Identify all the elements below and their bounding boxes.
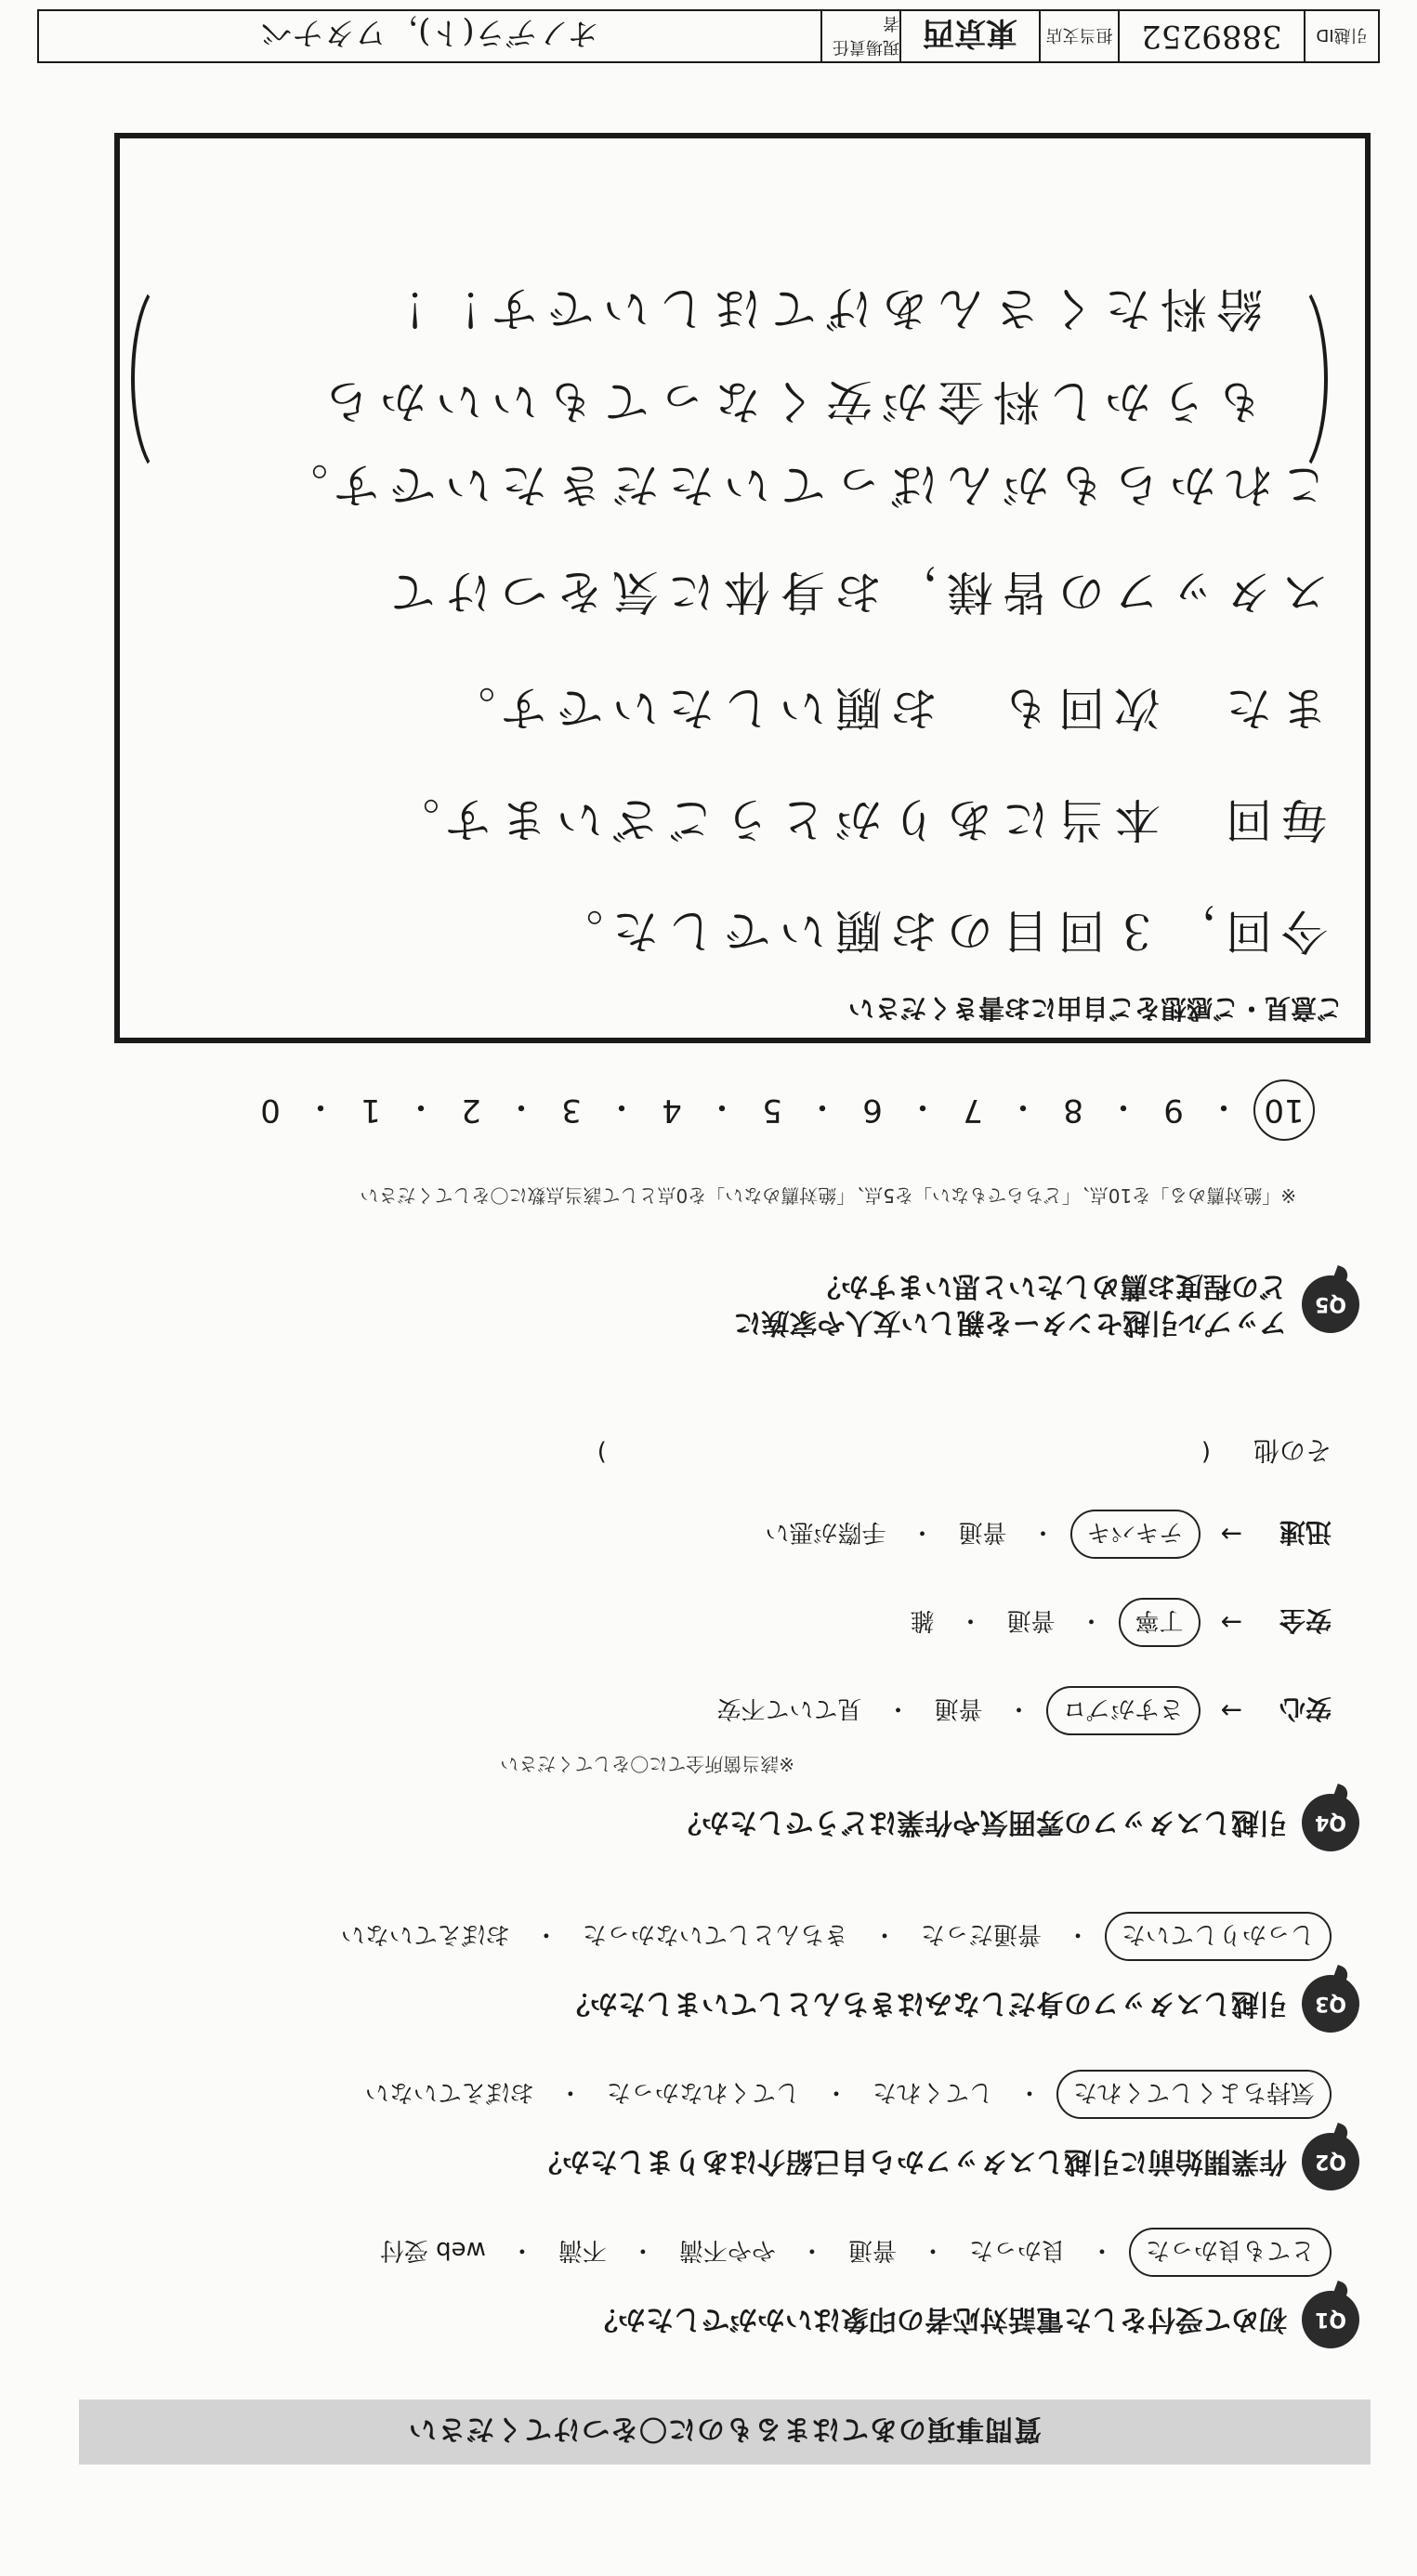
- q1-badge-icon: Q1: [1302, 2291, 1359, 2348]
- footer-info-table: [37, 9, 1380, 63]
- score-1[interactable]: 1: [361, 1092, 381, 1129]
- q2-option-did-not[interactable]: してくれなかった: [606, 2078, 800, 2106]
- q2-badge-icon: Q2: [1302, 2133, 1359, 2190]
- q4-option-normal[interactable]: 普通: [934, 1694, 983, 1722]
- q3-option-dont-remember[interactable]: おぼえていない: [340, 1920, 510, 1948]
- leader-value: オノデラ(ト)，ワタナベ: [260, 14, 599, 52]
- q1-options: とても良かった ・ 良かった ・ 普通 ・ やや不満 ・ 不満 ・ web 受付: [371, 2228, 1332, 2277]
- arrow-right-icon: →: [1220, 1695, 1242, 1726]
- moving-id-label: 引越ID: [1304, 11, 1378, 61]
- q4-option-rough[interactable]: 雑: [910, 1606, 935, 1634]
- handwritten-paren-left: [1255, 278, 1328, 480]
- q4-option-worrying[interactable]: 見ていて不安: [716, 1694, 862, 1722]
- q1-option-very-good[interactable]: とても良かった: [1129, 2228, 1332, 2277]
- q5-note: ※「絶対薦める」を10点、「どちらでもない」を5点、「絶対薦めない」を0点として該当点数に〇をしてください: [360, 1184, 1296, 1207]
- q3-option-neat[interactable]: しっかりしていた: [1105, 1912, 1332, 1961]
- comment-line: これからもがんばっていただきたいです。: [272, 458, 1328, 512]
- q3-option-normal[interactable]: 普通だった: [920, 1920, 1042, 1948]
- question-4: [674, 1794, 1359, 1851]
- score-0[interactable]: 0: [260, 1092, 281, 1129]
- score-5[interactable]: 5: [762, 1092, 782, 1129]
- q2-option-pleasant[interactable]: 気持ちよくしてくれた: [1056, 2070, 1332, 2119]
- q4-text: 引越しスタッフの雰囲気や作業はどうでしたか？: [674, 1806, 1287, 1839]
- comment-label: ご意見・ご感想をご自由にお書きください: [847, 993, 1343, 1024]
- question-1: [590, 2291, 1359, 2348]
- q1-option-normal[interactable]: 普通: [847, 2236, 897, 2264]
- q4-row-jinsoku: 迅速 → テキパキ ・ 普通 ・ 手際が悪い: [755, 1510, 1332, 1559]
- q4-option-careful[interactable]: 丁寧: [1119, 1598, 1201, 1647]
- q4-note: ※該当箇所全てに〇をしてください: [500, 1753, 794, 1775]
- q1-option-good[interactable]: 良かった: [968, 2236, 1066, 2264]
- score-3[interactable]: 3: [561, 1092, 582, 1129]
- q4-row-anshin: 安心 → さすがプロ ・ 普通 ・ 見ていて不安: [707, 1686, 1332, 1735]
- q2-option-dont-remember[interactable]: おぼえていない: [364, 2078, 534, 2106]
- branch-value: 東京西: [899, 11, 1039, 61]
- comment-line: 給料たくさんあげてほしいです！！: [371, 281, 1263, 335]
- score-6[interactable]: 6: [862, 1092, 883, 1129]
- q4-row-label: 迅速: [1279, 1517, 1332, 1549]
- q4-other-close: ): [597, 1438, 607, 1466]
- q5-badge-icon: Q5: [1302, 1275, 1359, 1333]
- q2-options: 気持ちよくしてくれた ・ してくれた ・ してくれなかった ・ おぼえていない: [356, 2070, 1332, 2119]
- q5-text: [734, 1268, 1288, 1340]
- score-7[interactable]: 7: [963, 1092, 983, 1129]
- handwritten-paren-right: [131, 278, 203, 480]
- instruction-banner: 質問事項のあてはまるものに〇をつけてください: [79, 2399, 1371, 2465]
- branch-label: 担当支店: [1039, 11, 1118, 61]
- q5-score-scale: 10 ・ 9 ・ 8 ・ 7 ・ 6 ・ 5 ・ 4 ・ 3 ・ 2 ・ 1 ・ 0: [250, 1079, 1315, 1141]
- score-2[interactable]: 2: [461, 1092, 481, 1129]
- comment-line: もうかし料金が安くなってもいいから: [315, 374, 1263, 428]
- q4-option-quick[interactable]: テキパキ: [1070, 1510, 1201, 1559]
- q4-row-anzen: 安全 → 丁寧 ・ 普通 ・ 雑: [900, 1598, 1332, 1647]
- q1-option-web[interactable]: web 受付: [379, 2236, 486, 2264]
- q5-text-line1: アップル引越センターを親しい友人や家族に: [733, 1306, 1287, 1339]
- q1-option-somewhat-dissatisfied[interactable]: やや不満: [678, 2236, 776, 2264]
- q4-row-label: 安全: [1279, 1605, 1332, 1637]
- q4-badge-icon: Q4: [1302, 1794, 1359, 1851]
- comment-line: 今回，３回目のお願いでした。: [547, 904, 1328, 958]
- q2-text: 作業開始前に引越しスタッフから自己紹介はありましたか？: [534, 2145, 1287, 2178]
- q4-option-clumsy[interactable]: 手際が悪い: [765, 1518, 886, 1546]
- q5-text-line2: どの程度お薦めしたいと思いますか？: [813, 1270, 1287, 1302]
- arrow-right-icon: →: [1220, 1607, 1242, 1638]
- q3-text: 引越しスタッフの身だしなみはきちんとしていましたか？: [562, 1987, 1287, 2020]
- q4-option-pro[interactable]: さすがプロ: [1046, 1686, 1201, 1735]
- q3-options: しっかりしていた ・ 普通だった ・ きちんとしていなかった ・ おぼえていない: [332, 1912, 1332, 1961]
- score-9[interactable]: 9: [1163, 1092, 1184, 1129]
- q4-option-normal[interactable]: 普通: [1006, 1606, 1056, 1634]
- arrow-right-icon: →: [1220, 1519, 1242, 1550]
- comment-line: また 次回も お願いしたいです。: [440, 681, 1328, 735]
- question-2: [534, 2133, 1359, 2190]
- q4-other: [68, 1433, 1332, 1471]
- score-4[interactable]: 4: [662, 1092, 682, 1129]
- q1-text: 初めて受付をした電話対応者の印象はいかがでしたか？: [590, 2303, 1287, 2336]
- moving-id-value: 3889252: [1118, 11, 1304, 61]
- q4-option-normal[interactable]: 普通: [958, 1518, 1007, 1546]
- q2-option-did[interactable]: してくれた: [872, 2078, 993, 2106]
- q4-row-label: 安心: [1279, 1693, 1332, 1725]
- q4-other-label: その他: [1253, 1435, 1332, 1466]
- q3-option-not-neat[interactable]: きちんとしていなかった: [582, 1920, 848, 1948]
- comment-box[interactable]: [114, 133, 1371, 1043]
- score-10[interactable]: 10: [1253, 1079, 1315, 1141]
- q1-option-dissatisfied[interactable]: 不満: [558, 2236, 607, 2264]
- leader-label: 現場責任者: [820, 11, 899, 61]
- q3-badge-icon: Q3: [1302, 1975, 1359, 2033]
- question-3: [562, 1975, 1359, 2033]
- score-8[interactable]: 8: [1063, 1092, 1083, 1129]
- comment-line: 毎回 本当にありがとうございます。: [384, 792, 1328, 846]
- comment-line: スタッフの皆様，お身体に気をつけて: [380, 565, 1328, 619]
- question-5: [734, 1268, 1360, 1340]
- q4-other-open: (: [1201, 1438, 1211, 1466]
